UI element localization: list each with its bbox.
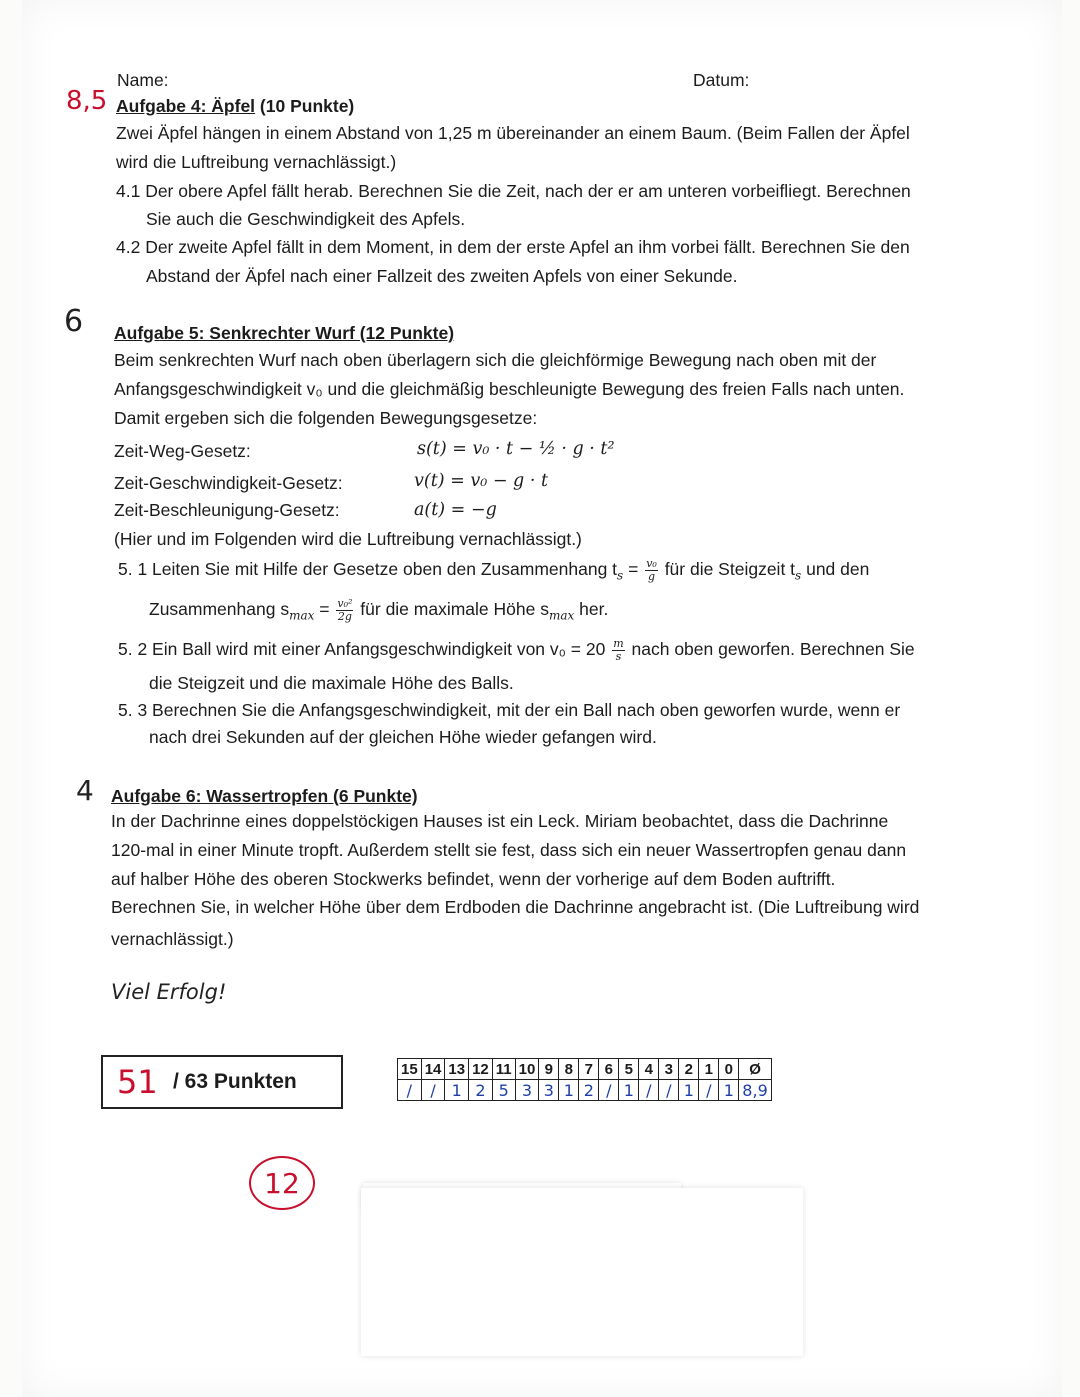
ts-denominator: g xyxy=(647,570,656,583)
grade-value: / xyxy=(659,1080,679,1101)
ts-numerator: v₀ xyxy=(646,557,657,570)
grade-header: 2 xyxy=(679,1059,699,1080)
grade-header: Ø xyxy=(739,1059,771,1080)
total-label: / 63 Punkten xyxy=(173,1070,297,1093)
total-achieved: 51 xyxy=(117,1063,158,1101)
grade-value: 3 xyxy=(515,1080,539,1101)
task5-q1-part-b: für die Steigzeit t xyxy=(664,559,796,580)
task5-intro-line1: Beim senkrechten Wurf nach oben überlagern sich die gleichförmige Bewegung nach oben mit der xyxy=(114,350,877,370)
grade-header: 8 xyxy=(559,1059,579,1080)
task4-title: Aufgabe 4: Äpfel xyxy=(116,96,256,116)
grade-header: 13 xyxy=(445,1059,469,1080)
grade-value: / xyxy=(639,1080,659,1101)
task5-q1-line1 xyxy=(118,558,869,587)
task5-q2-part-b: nach oben geworfen. Berechnen Sie xyxy=(631,639,915,660)
grade-header: 5 xyxy=(619,1059,639,1080)
grade-value: 2 xyxy=(469,1080,493,1101)
task4-heading xyxy=(116,95,354,117)
task4-q1-line1: 4.1 Der obere Apfel fällt herab. Berechnen Sie die Zeit, nach der er am unteren vorbeifliegt. Berechnen xyxy=(116,181,911,201)
task6-line3: auf halber Höhe des oberen Stockwerks befindet, wenn der vorherige auf dem Boden auftrifft. xyxy=(111,869,836,889)
task5-q3-line2: nach drei Sekunden auf der gleichen Höhe wieder gefangen wird. xyxy=(149,727,657,747)
grade-value: 8,9 xyxy=(739,1080,771,1101)
name-label: Name: xyxy=(117,70,169,90)
grade-value: 1 xyxy=(619,1080,639,1101)
task5-q1-part-c: und den xyxy=(806,559,870,580)
date-label: Datum: xyxy=(693,70,750,90)
smax-fraction xyxy=(336,598,353,623)
grade-header: 1 xyxy=(699,1059,719,1080)
grade-header: 15 xyxy=(398,1059,422,1080)
unit-numerator: m xyxy=(613,637,624,650)
task5-score: 6 xyxy=(64,304,84,339)
unit-denominator: s xyxy=(615,650,622,663)
task5-q3-line1: 5. 3 Berechnen Sie die Anfangsgeschwindigkeit, mit der ein Ball nach oben geworfen wurde, wenn er xyxy=(118,700,901,720)
task4-score: 8,5 xyxy=(66,86,108,116)
grade-circle xyxy=(249,1156,315,1210)
grade-value: 1 xyxy=(559,1080,579,1101)
grade-value: 1 xyxy=(445,1080,469,1101)
grade-value: 3 xyxy=(539,1080,559,1101)
task4-points: (10 Punkte) xyxy=(259,96,355,116)
grade-header: 12 xyxy=(469,1059,493,1080)
grade-circle-value: 12 xyxy=(264,1166,300,1200)
grade-header: 11 xyxy=(492,1059,515,1080)
task6-line2: 120-mal in einer Minute tropft. Außerdem stellt sie fest, dass sich ein neuer Wassertropfen genau dann xyxy=(111,840,907,860)
task5-intro-line3: Damit ergeben sich die folgenden Bewegungsgesetze: xyxy=(114,408,538,428)
law3-label: Zeit-Beschleunigung-Gesetz: xyxy=(114,500,340,520)
task4-q1-line2: Sie auch die Geschwindigkeit des Apfels. xyxy=(146,209,466,229)
task5-q2-line2: die Steigzeit und die maximale Höhe des Balls. xyxy=(149,673,514,693)
task5-note: (Hier und im Folgenden wird die Luftreibung vernachlässigt.) xyxy=(114,529,582,549)
smax-denominator: 2g xyxy=(337,610,352,623)
grade-header: 9 xyxy=(539,1059,559,1080)
task5-intro-line2: Anfangsgeschwindigkeit v₀ und die gleichmäßig beschleunigte Bewegung des freien Falls nach unten. xyxy=(114,379,905,399)
task6-line1: In der Dachrinne eines doppelstöckigen Hauses ist ein Leck. Miriam beobachtet, dass die Dachrinne xyxy=(111,811,889,831)
law1-formula: s(t) = v₀ · t − ½ · g · t² xyxy=(417,439,615,459)
task6-line5: vernachlässigt.) xyxy=(111,929,234,949)
grade-header-row xyxy=(398,1059,772,1080)
task4-q2-line1: 4.2 Der zweite Apfel fällt in dem Moment, in dem der erste Apfel an ihm vorbei fällt. Berechnen Sie den xyxy=(116,237,910,257)
law2-formula: v(t) = v₀ − g · t xyxy=(414,471,548,491)
smax-numerator: v₀² xyxy=(337,597,353,610)
law3-formula: a(t) = −g xyxy=(414,500,497,520)
grade-value: 1 xyxy=(719,1080,739,1101)
smax-subscript: max xyxy=(289,608,315,623)
smax-subscript-2: max xyxy=(548,608,575,623)
task5-title: Aufgabe 5: Senkrechter Wurf (12 Punkte) xyxy=(114,323,455,343)
grade-value: / xyxy=(398,1080,422,1101)
grade-value: 5 xyxy=(492,1080,515,1101)
task6-title: Aufgabe 6: Wassertropfen (6 Punkte) xyxy=(111,786,418,806)
task5-q2-part-a: 5. 2 Ein Ball wird mit einer Anfangsgeschwindigkeit von v₀ = 20 xyxy=(118,639,606,660)
grade-header: 7 xyxy=(579,1059,599,1080)
law2-label: Zeit-Geschwindigkeit-Gesetz: xyxy=(114,473,343,493)
grade-header: 3 xyxy=(659,1059,679,1080)
ts-fraction xyxy=(645,558,658,583)
equals-sign-2: = xyxy=(319,599,335,620)
task4-q2-line2: Abstand der Äpfel nach einer Fallzeit des zweiten Apfels von einer Sekunde. xyxy=(146,266,738,286)
grade-header: 0 xyxy=(719,1059,739,1080)
task5-q2-line1 xyxy=(118,638,915,663)
equals-sign: = xyxy=(628,559,644,580)
law1-label: Zeit-Weg-Gesetz: xyxy=(114,441,251,461)
unit-fraction xyxy=(612,638,624,663)
grade-value: 1 xyxy=(679,1080,699,1101)
grade-header: 6 xyxy=(599,1059,619,1080)
ts-subscript-2: s xyxy=(795,568,802,583)
grade-value-row xyxy=(398,1080,772,1101)
task5-q1-line2 xyxy=(149,598,608,627)
task4-text-line2: wird die Luftreibung vernachlässigt.) xyxy=(116,152,397,172)
closing-handwritten: Viel Erfolg! xyxy=(111,980,227,1004)
grade-value: 2 xyxy=(579,1080,599,1101)
task5-q1-part-a: 5. 1 Leiten Sie mit Hilfe der Gesetze oben den Zusammenhang t xyxy=(118,559,618,580)
grade-value: / xyxy=(421,1080,445,1101)
grade-header: 4 xyxy=(639,1059,659,1080)
task6-score: 4 xyxy=(76,774,94,807)
task5-q1-part-e: für die maximale Höhe s xyxy=(360,599,549,620)
task6-line4: Berechnen Sie, in welcher Höhe über dem Erdboden die Dachrinne angebracht ist. (Die Luftreibung wird xyxy=(111,897,920,917)
grade-header: 14 xyxy=(421,1059,445,1080)
task4-text-line1: Zwei Äpfel hängen in einem Abstand von 1,25 m übereinander an einem Baum. (Beim Fallen der Äpfel xyxy=(116,123,910,143)
grade-value: / xyxy=(699,1080,719,1101)
ts-subscript: s xyxy=(617,568,624,583)
total-score-box xyxy=(101,1055,343,1109)
grade-header: 10 xyxy=(515,1059,539,1080)
task5-q1-part-d: Zusammenhang s xyxy=(149,599,290,620)
task5-q1-part-f: her. xyxy=(579,599,609,620)
grade-value: / xyxy=(599,1080,619,1101)
grade-table xyxy=(397,1058,772,1101)
redaction-patch xyxy=(361,1188,803,1356)
